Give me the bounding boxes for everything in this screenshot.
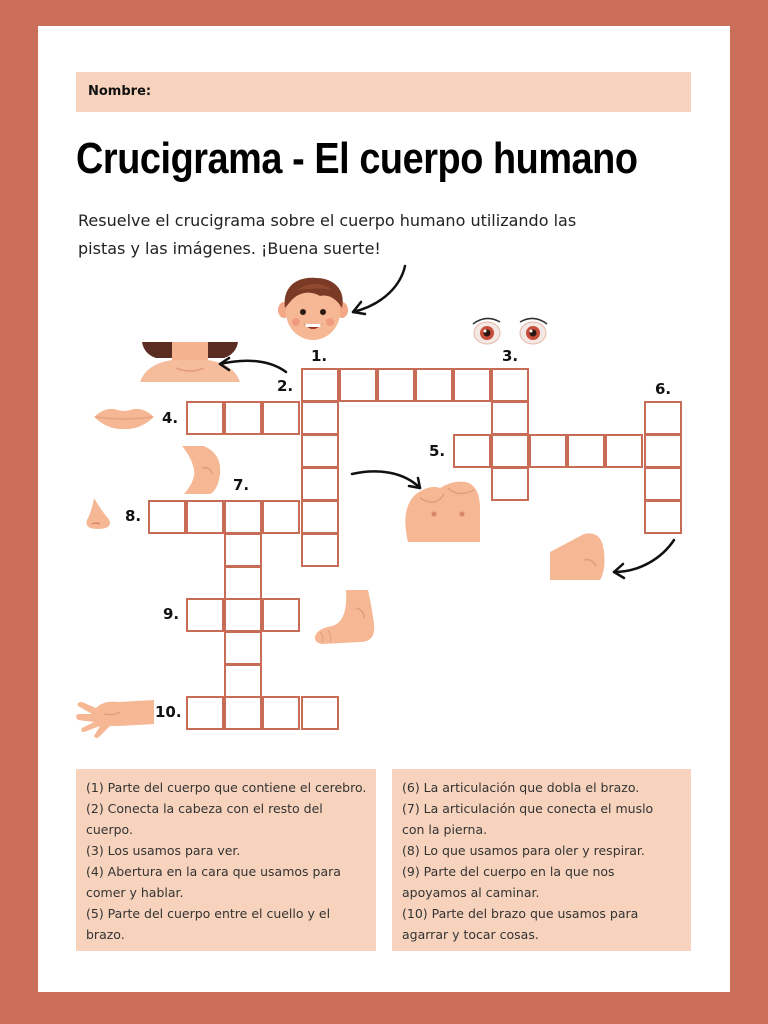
crossword-cell[interactable] bbox=[301, 696, 339, 730]
crossword-cell[interactable] bbox=[644, 434, 682, 468]
crossword-cell[interactable] bbox=[529, 434, 567, 468]
crossword-cell[interactable] bbox=[567, 434, 605, 468]
crossword-cell[interactable] bbox=[224, 696, 262, 730]
clue-item bbox=[86, 798, 368, 840]
clues-panel-right bbox=[392, 769, 691, 951]
arrow-to-neck-icon bbox=[214, 354, 290, 376]
clue-item bbox=[86, 840, 368, 861]
crossword-cell[interactable] bbox=[186, 401, 224, 435]
crossword-cell[interactable] bbox=[262, 500, 300, 534]
crossword-cell[interactable] bbox=[224, 500, 262, 534]
clue-number-3: 3. bbox=[502, 347, 519, 365]
crossword-cell[interactable] bbox=[224, 533, 262, 567]
clue-text: (10) Parte del brazo que usamos para bbox=[402, 906, 639, 921]
clue-text: (2) Conecta la cabeza con el resto del bbox=[86, 801, 323, 816]
clue-text: (8) Lo que usamos para oler y respirar. bbox=[402, 843, 645, 858]
crossword-cell[interactable] bbox=[224, 566, 262, 600]
clue-number-9: 9. bbox=[163, 605, 180, 623]
clue-number-1: 1. bbox=[311, 347, 328, 365]
crossword-cell[interactable] bbox=[644, 401, 682, 435]
clue-text: (3) Los usamos para ver. bbox=[86, 843, 241, 858]
crossword-cell[interactable] bbox=[491, 401, 529, 435]
crossword-cell[interactable] bbox=[301, 500, 339, 534]
clue-item bbox=[402, 840, 683, 861]
clue-number-10: 10. bbox=[155, 703, 182, 721]
clue-number-7: 7. bbox=[233, 476, 250, 494]
crossword-cell[interactable] bbox=[339, 368, 377, 402]
crossword-cell[interactable] bbox=[224, 598, 262, 632]
clue-text: con la pierna. bbox=[402, 822, 488, 837]
boy-face-icon bbox=[276, 276, 350, 342]
clue-item bbox=[402, 861, 683, 903]
name-label: Nombre: bbox=[88, 84, 152, 99]
crossword-cell[interactable] bbox=[262, 598, 300, 632]
crossword-cell[interactable] bbox=[301, 434, 339, 468]
clue-text: (6) La articulación que dobla el brazo. bbox=[402, 780, 640, 795]
arrow-to-chest-icon bbox=[350, 466, 426, 494]
clue-number-4: 4. bbox=[162, 409, 179, 427]
crossword-cell[interactable] bbox=[377, 368, 415, 402]
crossword-cell[interactable] bbox=[491, 368, 529, 402]
hand-icon bbox=[74, 692, 154, 742]
crossword-cell[interactable] bbox=[148, 500, 186, 534]
elbow-icon bbox=[548, 530, 608, 582]
clues-panel-left bbox=[76, 769, 376, 951]
crossword-cell[interactable] bbox=[224, 401, 262, 435]
crossword-cell[interactable] bbox=[453, 368, 491, 402]
clue-item bbox=[86, 903, 368, 945]
clue-text: apoyamos al caminar. bbox=[402, 885, 540, 900]
crossword-cell[interactable] bbox=[186, 696, 224, 730]
clue-item bbox=[86, 777, 368, 798]
page-title: Crucigrama - El cuerpo humano bbox=[76, 134, 638, 183]
knee-icon bbox=[180, 444, 224, 496]
clue-number-6: 6. bbox=[655, 380, 672, 398]
clue-text: brazo. bbox=[86, 927, 125, 942]
crossword-cell[interactable] bbox=[301, 467, 339, 501]
crossword-cell[interactable] bbox=[224, 664, 262, 698]
crossword-cell[interactable] bbox=[224, 631, 262, 665]
eyes-icon bbox=[470, 316, 550, 346]
crossword-cell[interactable] bbox=[262, 696, 300, 730]
crossword-cell[interactable] bbox=[301, 368, 339, 402]
clue-item bbox=[402, 777, 683, 798]
name-field[interactable] bbox=[76, 72, 691, 112]
clue-text: (4) Abertura en la cara que usamos para bbox=[86, 864, 341, 879]
clue-text: (9) Parte del cuerpo en la que nos bbox=[402, 864, 615, 879]
lips-icon bbox=[92, 406, 156, 430]
clue-text: cuerpo. bbox=[86, 822, 133, 837]
crossword-cell[interactable] bbox=[301, 533, 339, 567]
crossword-cell[interactable] bbox=[453, 434, 491, 468]
crossword-cell[interactable] bbox=[605, 434, 643, 468]
clue-text: (7) La articulación que conecta el muslo bbox=[402, 801, 654, 816]
intro-line-1: Resuelve el crucigrama sobre el cuerpo humano utilizando las bbox=[78, 211, 577, 230]
clue-text: comer y hablar. bbox=[86, 885, 184, 900]
crossword-cell[interactable] bbox=[491, 467, 529, 501]
crossword-cell[interactable] bbox=[262, 401, 300, 435]
crossword-cell[interactable] bbox=[644, 500, 682, 534]
clue-number-5: 5. bbox=[429, 442, 446, 460]
foot-icon bbox=[312, 588, 378, 646]
clue-text: (1) Parte del cuerpo que contiene el cerebro. bbox=[86, 780, 367, 795]
crossword-cell[interactable] bbox=[186, 500, 224, 534]
intro-text bbox=[78, 207, 658, 263]
intro-line-2: pistas y las imágenes. ¡Buena suerte! bbox=[78, 239, 381, 258]
nose-icon bbox=[84, 496, 114, 530]
arrow-to-elbow-icon bbox=[606, 538, 678, 578]
clue-number-8: 8. bbox=[125, 507, 142, 525]
clue-item bbox=[402, 903, 683, 945]
crossword-cell[interactable] bbox=[301, 401, 339, 435]
clue-item bbox=[402, 798, 683, 840]
crossword-cell[interactable] bbox=[415, 368, 453, 402]
clue-number-2: 2. bbox=[277, 377, 294, 395]
clue-text: agarrar y tocar cosas. bbox=[402, 927, 539, 942]
crossword-cell[interactable] bbox=[491, 434, 529, 468]
arrow-to-face-icon bbox=[345, 262, 409, 318]
crossword-cell[interactable] bbox=[186, 598, 224, 632]
clue-text: (5) Parte del cuerpo entre el cuello y el bbox=[86, 906, 331, 921]
crossword-cell[interactable] bbox=[644, 467, 682, 501]
clue-item bbox=[86, 861, 368, 903]
